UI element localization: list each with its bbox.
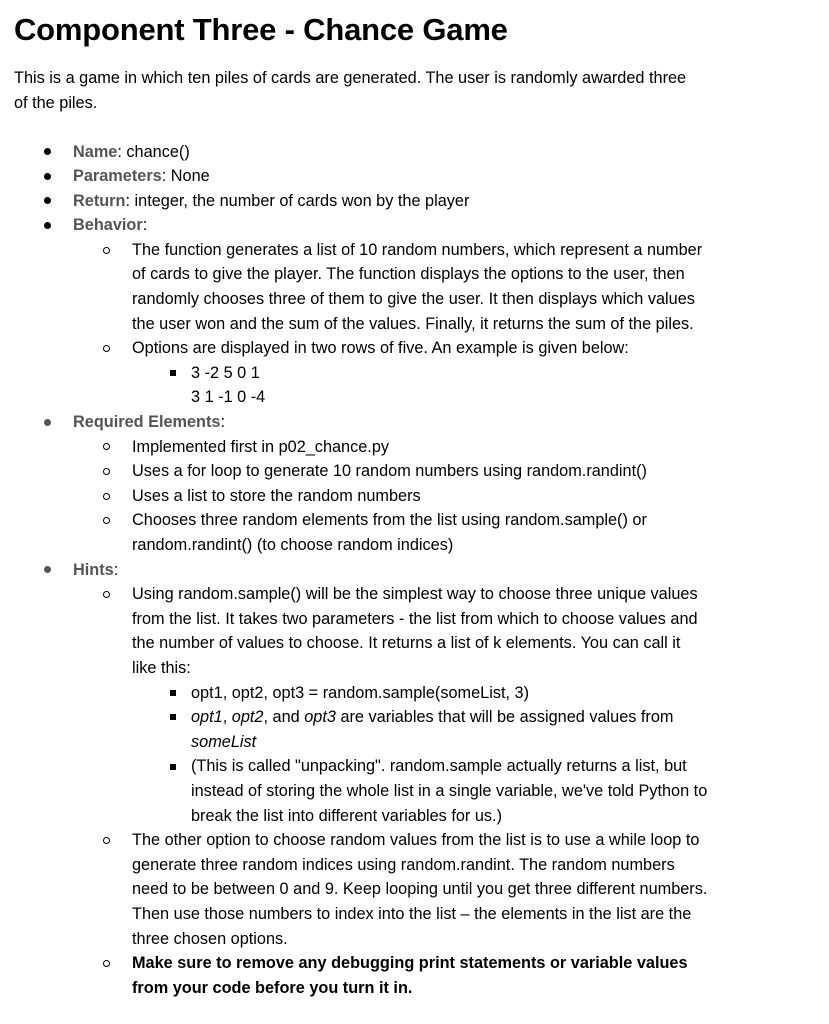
list-item-level-3: [0, 361, 829, 410]
text-line: [132, 877, 829, 902]
disc-bullet-icon: [44, 566, 51, 573]
text-segment: :: [220, 413, 226, 432]
text-segment: opt1: [191, 708, 223, 727]
list-item-level-1: [0, 189, 829, 214]
text-segment: someList: [191, 732, 257, 751]
list-item-level-2: [0, 336, 829, 361]
text-line: [132, 828, 829, 853]
text-segment: randomly chooses three of them to give the user. It then displays which values: [132, 290, 695, 309]
bullet-icon: [103, 582, 110, 607]
list-item-level-3: [0, 754, 829, 828]
bullet-icon: [103, 951, 110, 976]
text-line: [132, 607, 829, 632]
text-line: [132, 312, 829, 337]
text-segment: Options are displayed in two rows of five. An example is given below:: [132, 339, 629, 358]
text-line: [73, 558, 829, 583]
text-line: [132, 336, 829, 361]
list-item-level-1: [0, 140, 829, 165]
text-line: [132, 927, 829, 952]
text-segment: Make sure to remove any debugging print statements or variable values: [132, 954, 688, 973]
text-line: [132, 508, 829, 533]
text-segment: three chosen options.: [132, 929, 288, 948]
circle-bullet-icon: [103, 493, 110, 500]
circle-bullet-icon: [103, 443, 110, 450]
bullet-icon: [103, 508, 110, 533]
text-segment: 3 -2 5 0 1: [191, 363, 260, 382]
text-line: [73, 213, 829, 238]
list-item-level-3: [0, 705, 829, 754]
field-label: Name: [73, 142, 118, 161]
bullet-icon: [103, 484, 110, 509]
text-line: [132, 533, 829, 558]
bullet-icon: [44, 558, 51, 583]
text-line: [191, 705, 829, 730]
list-item-level-2: [0, 484, 829, 509]
disc-bullet-icon: [44, 173, 51, 180]
square-bullet-icon: [170, 764, 176, 770]
bullet-icon: [170, 754, 176, 779]
text-segment: Then use those numbers to index into the list – the elements in the list are the: [132, 904, 692, 923]
disc-bullet-icon: [44, 419, 51, 426]
text-segment: , and: [263, 708, 305, 727]
text-line: [191, 681, 829, 706]
text-segment: Chooses three random elements from the list using random.sample() or: [132, 511, 647, 530]
field-label: Required Elements: [73, 413, 221, 432]
text-segment: generate three random indices using random.randint. The random numbers: [132, 855, 675, 874]
text-line: [132, 262, 829, 287]
text-line: [132, 238, 829, 263]
circle-bullet-icon: [103, 517, 110, 524]
field-label: Behavior: [73, 216, 143, 235]
field-label: Hints: [73, 560, 114, 579]
list-item-level-2: [0, 828, 829, 951]
list-item-level-1: [0, 213, 829, 238]
text-line: [73, 164, 829, 189]
text-line: [132, 435, 829, 460]
bullet-icon: [103, 828, 110, 853]
text-segment: 3 1 -1 0 -4: [191, 388, 266, 407]
text-segment: instead of storing the whole list in a single variable, we've told Python to: [191, 781, 708, 800]
list-item-level-1: [0, 558, 829, 583]
bullet-icon: [44, 410, 51, 435]
square-bullet-icon: [170, 714, 176, 720]
text-line: [191, 779, 829, 804]
circle-bullet-icon: [103, 837, 110, 844]
list-item-level-2: [0, 435, 829, 460]
field-label: Return: [73, 191, 126, 210]
text-segment: :: [113, 560, 119, 579]
disc-bullet-icon: [44, 222, 51, 229]
text-line: [132, 484, 829, 509]
text-line: [132, 287, 829, 312]
circle-bullet-icon: [103, 960, 110, 967]
text-segment: The other option to choose random values from the list is to use a while loop to: [132, 831, 700, 850]
spec-list: [0, 140, 829, 1001]
text-segment: (This is called "unpacking". random.sample actually returns a list, but: [191, 757, 687, 776]
intro-line: of the piles.: [14, 93, 98, 112]
circle-bullet-icon: [103, 345, 110, 352]
bullet-icon: [44, 213, 51, 238]
text-line: [132, 976, 829, 1001]
text-line: [191, 361, 829, 386]
text-line: [132, 582, 829, 607]
bullet-icon: [44, 189, 51, 214]
text-line: [132, 902, 829, 927]
bullet-icon: [103, 435, 110, 460]
disc-bullet-icon: [44, 148, 51, 155]
text-segment: Implemented first in p02_chance.py: [132, 437, 390, 456]
text-segment: :: [142, 216, 148, 235]
bullet-icon: [170, 681, 176, 706]
text-segment: are variables that will be assigned values from: [335, 708, 674, 727]
text-line: [132, 656, 829, 681]
text-segment: the user won and the sum of the values. Finally, it returns the sum of the piles.: [132, 314, 694, 333]
disc-bullet-icon: [44, 197, 51, 204]
text-segment: from the list. It takes two parameters - the list from which to choose values and: [132, 609, 698, 628]
text-segment: opt1, opt2, opt3 = random.sample(someList, 3): [191, 683, 530, 702]
bullet-icon: [103, 459, 110, 484]
list-item-level-1: [0, 410, 829, 435]
text-line: [73, 140, 829, 165]
text-segment: : integer, the number of cards won by the player: [125, 191, 470, 210]
square-bullet-icon: [170, 370, 176, 376]
text-segment: like this:: [132, 658, 191, 677]
text-segment: random.randint() (to choose random indices): [132, 536, 454, 554]
intro-paragraph: [14, 66, 686, 115]
list-item-level-2: [0, 508, 829, 557]
bullet-icon: [170, 705, 176, 730]
text-line: [191, 804, 829, 829]
text-segment: ,: [222, 708, 232, 727]
circle-bullet-icon: [103, 591, 110, 598]
bullet-icon: [103, 238, 110, 263]
list-item-level-2: [0, 238, 829, 336]
text-segment: of cards to give the player. The function displays the options to the user, then: [132, 265, 685, 284]
text-segment: Uses a for loop to generate 10 random numbers using random.randint(): [132, 462, 647, 481]
field-label: Parameters: [73, 167, 162, 186]
text-segment: The function generates a list of 10 random numbers, which represent a number: [132, 240, 703, 259]
list-item-level-2: [0, 459, 829, 484]
text-line: [191, 385, 829, 410]
list-item-level-2: [0, 582, 829, 680]
list-item-level-3: [0, 681, 829, 706]
text-segment: Using random.sample() will be the simplest way to choose three unique values: [132, 585, 698, 604]
text-line: [132, 631, 829, 656]
text-segment: opt3: [304, 708, 336, 727]
text-segment: opt2: [231, 708, 264, 727]
text-line: [191, 730, 829, 755]
list-item-level-1: [0, 164, 829, 189]
bullet-icon: [103, 336, 110, 361]
bullet-icon: [44, 164, 51, 189]
circle-bullet-icon: [103, 247, 110, 254]
text-line: [73, 410, 829, 435]
square-bullet-icon: [170, 690, 176, 696]
text-segment: Uses a list to store the random numbers: [132, 486, 421, 505]
text-segment: break the list into different variables for us.): [191, 806, 503, 825]
bullet-icon: [170, 361, 176, 386]
intro-line: This is a game in which ten piles of cards are generated. The user is randomly awarded three: [14, 69, 687, 87]
text-line: [132, 459, 829, 484]
text-segment: the number of values to choose. It returns a list of k elements. You can call it: [132, 634, 681, 653]
bullet-icon: [44, 140, 51, 165]
text-segment: : chance(): [117, 142, 190, 161]
circle-bullet-icon: [103, 468, 110, 475]
text-line: [73, 189, 829, 214]
text-segment: : None: [161, 167, 210, 186]
text-line: [132, 853, 829, 878]
text-segment: from your code before you turn it in.: [132, 978, 413, 997]
text-line: [132, 951, 829, 976]
page-title: Component Three - Chance Game: [14, 12, 508, 47]
text-segment: need to be between 0 and 9. Keep looping until you get three different numbers.: [132, 880, 708, 899]
text-line: [191, 754, 829, 779]
list-item-level-2: [0, 951, 829, 1000]
